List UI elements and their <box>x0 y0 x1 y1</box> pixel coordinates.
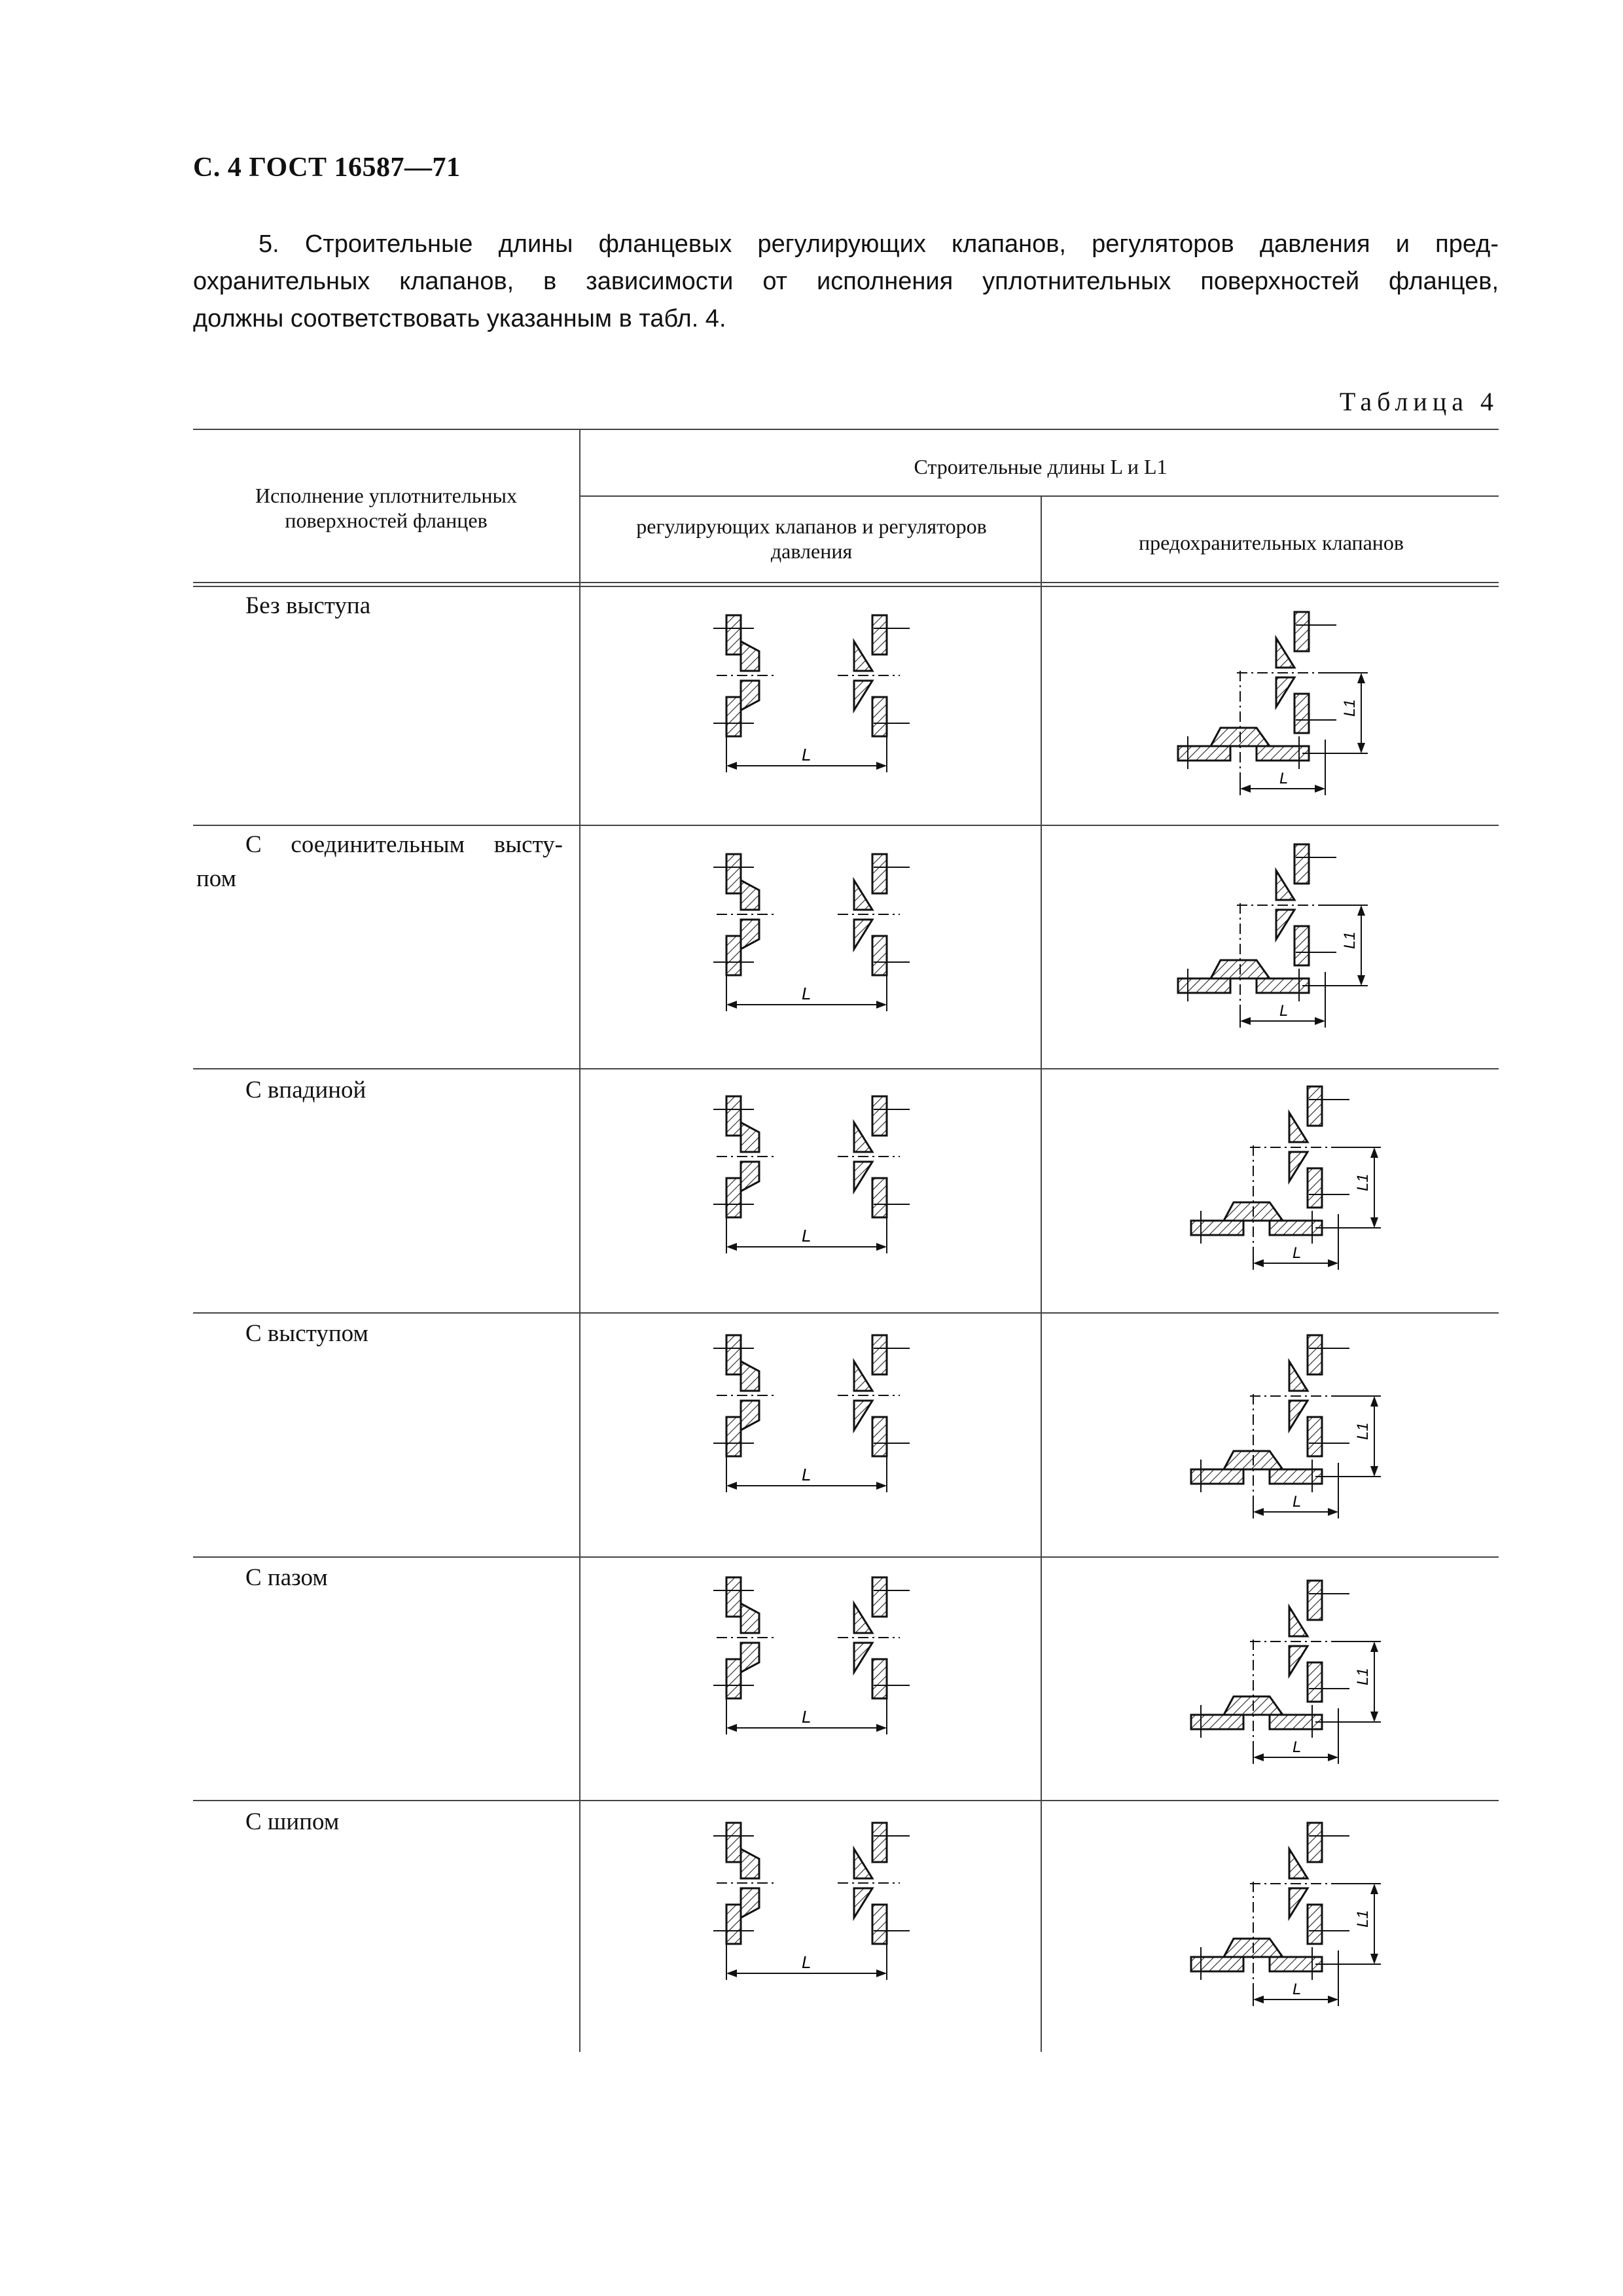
paragraph-5 <box>193 226 1499 338</box>
dim-label-L1: L1 <box>1354 1174 1372 1191</box>
dim-label-L: L <box>1279 1002 1289 1020</box>
dim-label-L: L <box>1293 1981 1302 1998</box>
drawing-safety-row2 <box>1171 841 1407 1041</box>
row-label-text: С впадиной <box>245 1077 366 1103</box>
col1-header-line: поверхностей фланцев <box>285 509 488 532</box>
row-label-paz <box>196 1561 612 1595</box>
row-label-text: С соединительным высту- <box>245 831 563 858</box>
group-header-text: Строительные длины L и L1 <box>914 455 1168 478</box>
paragraph-line: охранительных клапанов, в зависимости от исполнения уплотнительных поверхностей фланцев, <box>193 268 1499 295</box>
inlet-flange <box>1191 1202 1322 1244</box>
page-header: С. 4 ГОСТ 16587—71 <box>193 152 461 183</box>
header-bottom-border-2 <box>193 586 1499 587</box>
dim-label-L1: L1 <box>1341 699 1359 717</box>
drawing-safety-row1 <box>1171 609 1407 808</box>
col-divider-2 <box>1041 495 1042 2052</box>
paragraph-line: должны соответствовать указанным в табл. 4. <box>193 305 726 332</box>
inlet-flange <box>1191 1939 1322 1980</box>
drawing-safety-row6 <box>1185 1820 1420 2019</box>
row-label-vystup <box>196 1317 612 1351</box>
col2-header-line: давления <box>770 539 853 563</box>
dim-label-L: L <box>802 1226 812 1246</box>
inlet-flange <box>1178 728 1309 769</box>
row-label-soed-vystup <box>196 828 563 896</box>
drawing-safety-row5 <box>1185 1577 1420 1777</box>
col2-header <box>582 514 1041 564</box>
row-divider <box>193 825 1499 826</box>
dim-label-L: L <box>802 1465 812 1484</box>
col1-header <box>196 483 576 533</box>
header-bottom-border <box>193 582 1499 583</box>
col2-header-line: регулирующих клапанов и регуляторов <box>636 514 987 538</box>
drawing-reg-row3 <box>713 1090 910 1283</box>
dim-label-L: L <box>1293 1493 1302 1511</box>
row-label-text: С шипом <box>245 1808 340 1835</box>
dim-label-L: L <box>1293 1244 1302 1262</box>
row-divider <box>193 1068 1499 1069</box>
dim-label-L1: L1 <box>1354 1422 1372 1440</box>
dim-label-L: L <box>1293 1738 1302 1756</box>
drawing-safety-row4 <box>1185 1332 1420 1532</box>
row-divider <box>193 1556 1499 1558</box>
row-label-vpadina <box>196 1073 612 1107</box>
row-label-text: С выступом <box>245 1320 368 1347</box>
drawing-reg-row5 <box>713 1571 910 1764</box>
drawing-safety-row3 <box>1185 1083 1420 1283</box>
dim-label-L1: L1 <box>1341 931 1359 949</box>
row-divider <box>193 1800 1499 1801</box>
row-label-ship <box>196 1805 612 1839</box>
drawing-reg-row4 <box>713 1329 910 1522</box>
inlet-flange <box>1178 960 1309 1001</box>
dim-label-L: L <box>802 745 812 764</box>
col3-header-text: предохранительных клапанов <box>1138 531 1404 554</box>
row-label-text: пом <box>196 865 237 892</box>
row-label-text: С пазом <box>245 1564 328 1591</box>
dim-label-L1: L1 <box>1354 1910 1372 1928</box>
drawing-reg-row6 <box>713 1816 910 2009</box>
paragraph-line: 5. Строительные длины фланцевых регулирующих клапанов, регуляторов давления и пред- <box>259 230 1499 258</box>
row-label-bez-vystupa <box>196 589 612 623</box>
col1-header-line: Исполнение уплотнительных <box>255 484 518 507</box>
drawing-reg-row1 <box>713 609 910 802</box>
inlet-flange <box>1191 1696 1322 1738</box>
dim-label-L1: L1 <box>1354 1668 1372 1685</box>
row-label-text: Без выступа <box>245 592 371 619</box>
group-header <box>582 454 1499 479</box>
table-label: Таблица 4 <box>1339 387 1499 416</box>
table-top-border <box>193 429 1499 430</box>
row-divider <box>193 1312 1499 1314</box>
dim-label-L: L <box>802 1707 812 1727</box>
dim-label-L: L <box>1279 770 1289 787</box>
group-header-divider <box>579 495 1499 497</box>
dim-label-L: L <box>802 1952 812 1972</box>
dim-label-L: L <box>802 984 812 1003</box>
drawing-reg-row2 <box>713 848 910 1041</box>
col3-header <box>1044 530 1499 555</box>
inlet-flange <box>1191 1451 1322 1492</box>
